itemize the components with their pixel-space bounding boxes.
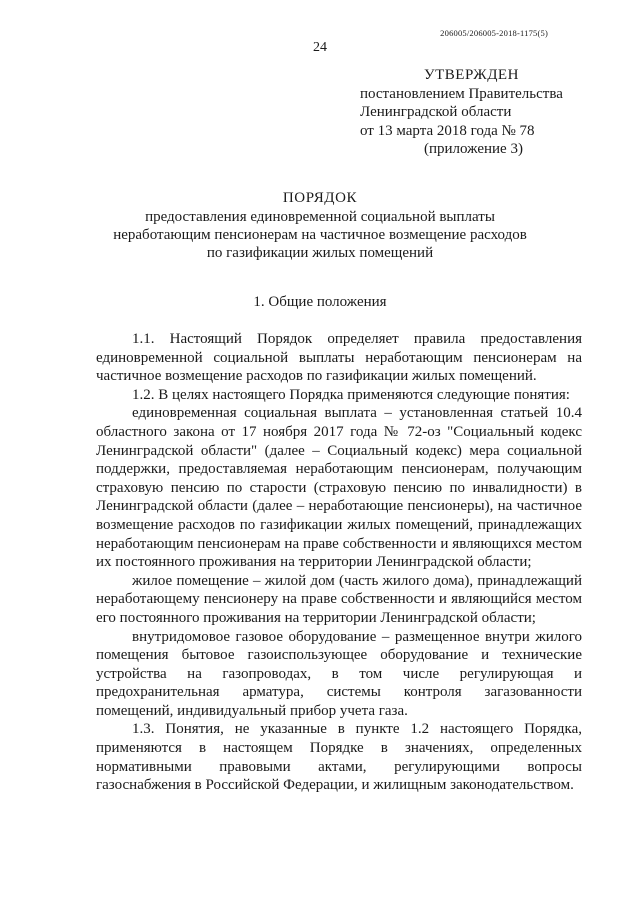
document-body	[96, 330, 582, 795]
approval-appendix: (приложение 3)	[424, 141, 523, 157]
document-heading	[0, 189, 640, 262]
document-subtitle-line: по газификации жилых помещений	[206, 245, 434, 261]
paragraph-1-3: 1.3. Понятия, не указанные в пункте 1.2 настоящего Порядка, применяются в настоящем Порядке в значениях, определенных нормативными правовыми актами, регулирующими вопросы газоснабжения в Российской Федерации, и жилищным законодательством.	[96, 721, 582, 794]
document-subtitle-line: предоставления единовременной социальной выплаты	[145, 209, 495, 225]
approval-stamp	[360, 66, 563, 159]
document-code: 206005/206005-2018-1175(5)	[440, 28, 548, 38]
definition-social-payment: единовременная социальная выплата – установленная статьей 10.4 областного закона от 17 ноября 2017 года № 72-оз "Социальный кодекс Ленинградской области" (далее – Социальный кодекс) мера социальной поддержки, предоставляемая неработающим пенсионерам, получающим страховую пенсию по старости (страховую пенсию по инвалидности) в Ленинградской области (далее – неработающие пенсионеры), на частичное возмещение расходов по газификации жилых помещений, принадлежащих неработающим пенсионерам на праве собственности и являющихся местом их постоянного проживания на территории Ленинградской области;	[96, 405, 582, 571]
approval-line: Ленинградской области	[360, 104, 512, 120]
document-title: ПОРЯДОК	[282, 190, 358, 206]
approval-line: от 13 марта 2018 года № 78	[360, 122, 535, 139]
paragraph-1-1: 1.1. Настоящий Порядок определяет правила предоставления единовременной социальной выплаты неработающим пенсионерам на частичное возмещение расходов по газификации жилых помещений.	[96, 331, 582, 385]
approval-line: постановлением Правительства	[360, 85, 563, 102]
definition-dwelling: жилое помещение – жилой дом (часть жилого дома), принадлежащий неработающему пенсионеру на праве собственности и являющийся местом его постоянного проживания на территории Ленинградской области;	[96, 572, 582, 626]
page-number: 24	[313, 40, 327, 55]
document-subtitle-line: неработающим пенсионерам на частичное возмещение расходов	[113, 227, 527, 243]
definition-gas-equipment: внутридомовое газовое оборудование – размещенное внутри жилого помещения бытовое газоиспользующее оборудование и технические устройства на газопроводах, в том числе регулирующая и предохранительная арматура, системы контроля загазованности помещений, индивидуальный прибор учета газа.	[96, 628, 582, 719]
section-heading: 1. Общие положения	[253, 294, 387, 310]
approval-title: УТВЕРЖДЕН	[424, 67, 519, 83]
paragraph-1-2-intro: 1.2. В целях настоящего Порядка применяются следующие понятия:	[132, 386, 570, 403]
